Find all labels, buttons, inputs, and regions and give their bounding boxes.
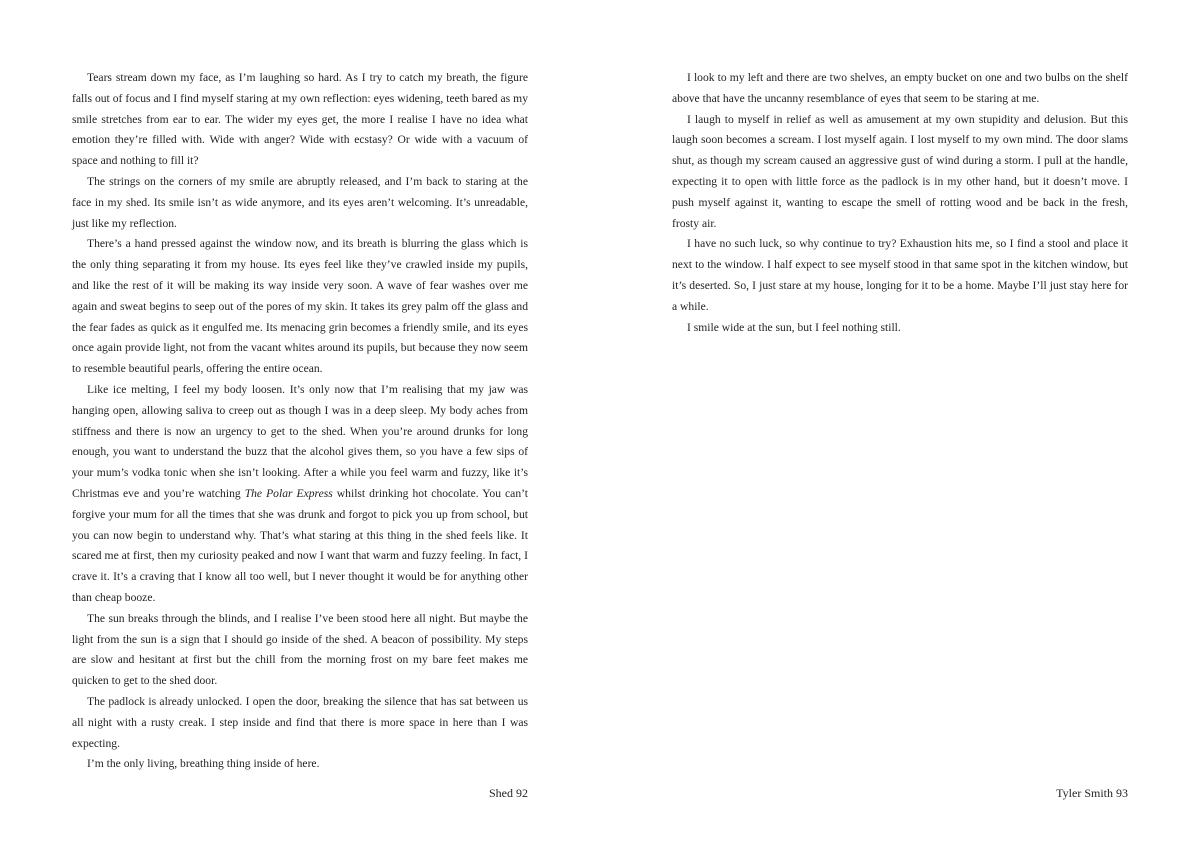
paragraph: I smile wide at the sun, but I feel nothing still. [687, 320, 901, 334]
right-page [600, 0, 1200, 849]
paragraph: Tears stream down my face, as I’m laughing so hard. As I try to catch my breath, the figure falls out of focus and I find myself staring at my own reflection: eyes widening, teeth bared as my smile stretches from ear to ear. The wider my eyes get, the more I realise I have no idea what emotion they’re filled with. Wide with anger? Wide with ecstasy? Or wide with a vacuum of space and nothing to fill it? [72, 71, 528, 168]
paragraph: I laugh to myself in relief as well as amusement at my own stupidity and delusion. But this laugh soon becomes a scream. I lost myself again. I lost myself to my own mind. The door slams shut, as though my scream caused an aggressive gust of wind during a storm. I pull at the handle, expecting it to open with little force as the padlock is in my other hand, but it doesn’t move. I push myself against it, wanting to escape the smell of rotting wood and be back in the fresh, frosty air. [672, 112, 1128, 230]
paragraph [72, 380, 528, 609]
left-page-text [72, 68, 528, 775]
page-number-left: Shed 92 [489, 786, 528, 800]
paragraph-text: Like ice melting, I feel my body loosen. It’s only now that I’m realising that my jaw was hanging open, allowing saliva to creep out as though I was in a deep sleep. My body aches from stiffness and there is now an urgency to get to the shed. When you’re around drunks for long enough, you want to understand the buzz that the alcohol gives them, so you have a few sips of your mum’s vodka tonic when she isn’t looking. After a while you feel warm and fuzzy, like it’s Christmas eve and you’re watching [72, 382, 528, 500]
paragraph: The strings on the corners of my smile are abruptly released, and I’m back to staring at the face in my shed. Its smile isn’t as wide anymore, and its eyes aren’t welcoming. It’s unreadable, just like my reflection. [72, 174, 528, 230]
film-title: The Polar Express [244, 486, 333, 500]
paragraph: The padlock is already unlocked. I open the door, breaking the silence that has sat between us all night with a rusty creak. I step inside and find that there is more space in here than I was expecting. [72, 694, 528, 750]
paragraph: The sun breaks through the blinds, and I realise I’ve been stood here all night. But maybe the light from the sun is a sign that I should go inside of the shed. A beacon of possibility. My steps are slow and hesitant at first but the chill from the morning frost on my bare feet makes me quicken to get to the shed door. [72, 611, 528, 688]
paragraph: There’s a hand pressed against the window now, and its breath is blurring the glass which is the only thing separating it from my house. Its eyes feel like they’ve crawled inside my pupils, and like the rest of it will be making its way inside very soon. A wave of fear washes over me again and sweat begins to seep out of the pores of my skin. It takes its grey palm off the glass and the fear fades as quick as it engulfed me. Its menacing grin becomes a friendly smile, and its eyes once again provide light, not from the vacant whites around its pupils, but because they now seem to resemble beautiful pearls, offering the entire ocean. [72, 237, 528, 376]
paragraph: I look to my left and there are two shelves, an empty bucket on one and two bulbs on the shelf above that have the uncanny resemblance of eyes that seem to be staring at me. [672, 71, 1128, 105]
page-number-right: Tyler Smith 93 [1056, 786, 1128, 800]
paragraph-text: whilst drinking hot chocolate. You can’t forgive your mum for all the times that she was drunk and forgot to pick you up from school, but you can now begin to understand why. That’s what staring at this thing in the shed feels like. It scared me at first, then my curiosity peaked and now I want that warm and fuzzy feeling. In fact, I crave it. It’s a craving that I know all too well, but I never thought it would be for anything other than cheap booze. [72, 486, 528, 604]
paragraph: I’m the only living, breathing thing inside of here. [87, 757, 320, 771]
paragraph: I have no such luck, so why continue to try? Exhaustion hits me, so I find a stool and place it next to the window. I half expect to see myself stood in that same spot in the kitchen window, but it’s deserted. So, I just stare at my house, longing for it to be a home. Maybe I’ll just stay here for a while. [672, 237, 1128, 313]
right-page-text [672, 68, 1128, 338]
